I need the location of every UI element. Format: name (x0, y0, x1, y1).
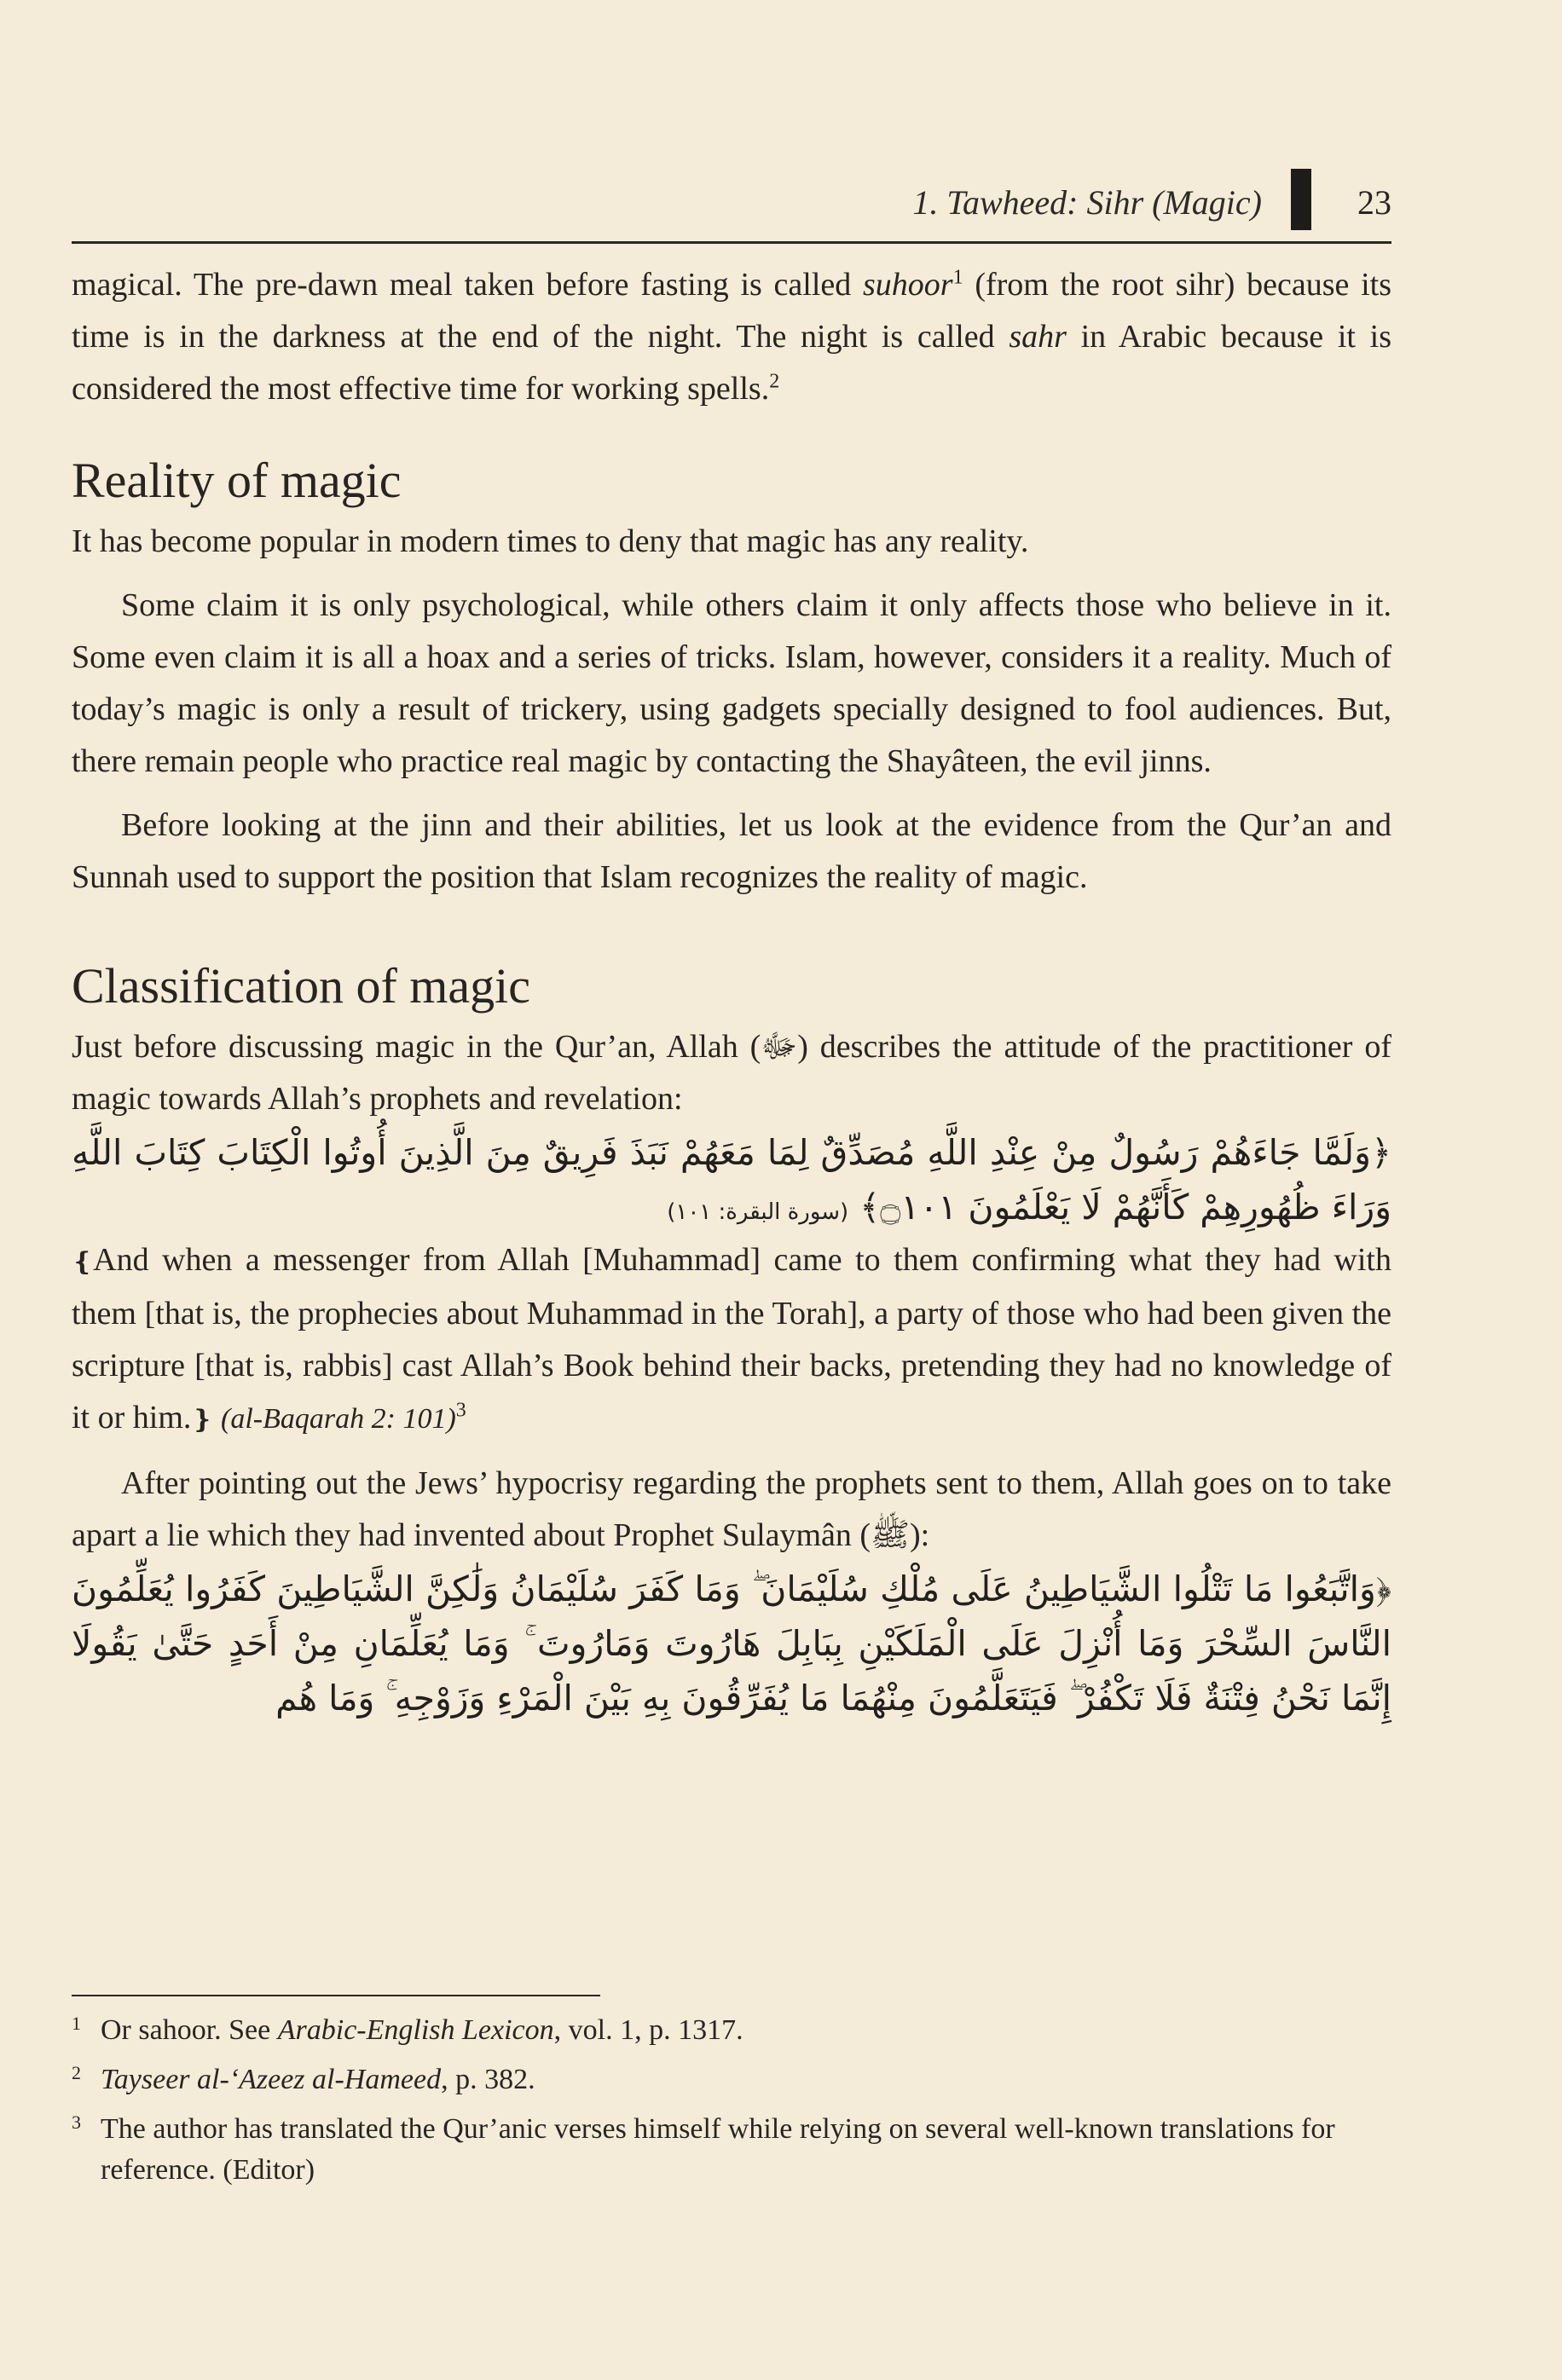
paragraph: Some claim it is only psychological, while others claim it only affects those who believe in it. Some even claim it is all a hoax and a series of tricks. Islam, however, considers it a reality. Much of today’s magic is only a result of trickery, using gadgets specially designed to fool audiences. But, there remain people who practice real magic by contacting the Shayâteen, the evil jinns. (72, 587, 1391, 779)
arabic-verse-2: ﴿وَاتَّبَعُوا مَا تَتْلُوا الشَّيَاطِينُ عَلَى مُلْكِ سُلَيْمَانَ ۖ وَمَا كَفَرَ سُلَيْمَانُ وَلَٰكِنَّ الشَّيَاطِينَ كَفَرُوا يُعَلِّمُونَ النَّاسَ السِّحْرَ وَمَا أُنْزِلَ عَلَى الْمَلَكَيْنِ بِبَابِلَ هَارُوتَ وَمَارُوتَ ۚ وَمَا يُعَلِّمَانِ مِنْ أَحَدٍ حَتَّىٰ يَقُولَا إِنَّمَا نَحْنُ فِتْنَةٌ فَلَا تَكْفُرْ ۖ فَيَتَعَلَّمُونَ مِنْهُمَا مَا يُفَرِّقُونَ بِهِ بَيْنَ الْمَرْءِ وَزَوْجِهِ ۚ وَمَا هُم (72, 1568, 1391, 1719)
running-header (72, 169, 1391, 228)
footnote-ref-3: 3 (455, 1399, 466, 1422)
footnote-rule (72, 1995, 600, 1996)
footnote-ref-2: 2 (769, 370, 780, 393)
paragraph: Just before discussing magic in the Qur’an, Allah (ﷻ) describes the attitude of the practitioner of magic towards Allah’s prophets and revelation: (72, 1029, 1391, 1117)
open-bracket-ornament: ❴ (72, 1247, 94, 1277)
running-title: 1. Tawheed: Sihr (Magic) (912, 183, 1262, 222)
page-body (72, 259, 1391, 1725)
intro-paragraph: magical. The pre-dawn meal taken before fasting is called suhoor$^1$ (from the root sihr) because its time is in the darkness at the end of the night. The night is called sahr in Arabic because it is considered the most effective time for working spells.$^2$ (72, 266, 1392, 407)
term-suhoor: suhoor (863, 267, 953, 303)
page-number: 23 (1357, 183, 1391, 222)
section-heading-reality: Reality of magic (72, 453, 402, 508)
paragraph: Before looking at the jinn and their abilities, let us look at the evidence from the Qur’an and Sunnah used to support the position that Islam recognizes the reality of magic. (72, 807, 1391, 895)
footnote-ref-1: 1 (952, 266, 963, 289)
paragraph: After pointing out the Jews’ hypocrisy regarding the prophets sent to them, Allah goes on to take apart a lie which they had invented about Prophet Sulaymân (ﷺ): (72, 1465, 1391, 1553)
footnote: 1 Or sahoor. See Arabic-English Lexicon, vol. 1, p. 1317. (72, 2010, 1391, 2051)
footnote: 3 The author has translated the Qur’anic verses himself while relying on several well-known translations for reference. (Editor) (72, 2109, 1391, 2191)
footnote: 2 Tayseer al-‘Azeez al-Hameed, p. 382. (72, 2059, 1391, 2100)
header-bar-ornament (1291, 169, 1311, 230)
footnote-number: 1 (72, 2013, 81, 2034)
arabic-verse-reference: (سورة البقرة: ١٠١) (667, 1199, 849, 1225)
footnote-number: 3 (72, 2111, 81, 2133)
paragraph: It has become popular in modern times to deny that magic has any reality. (72, 523, 1029, 559)
footnote-number: 2 (72, 2062, 81, 2083)
close-bracket-ornament: ❵ (191, 1405, 213, 1435)
footnotes (72, 2010, 1391, 2199)
arabic-verse-1: ﴿وَلَمَّا جَاءَهُمْ رَسُولٌ مِنْ عِنْدِ اللَّهِ مُصَدِّقٌ لِمَا مَعَهُمْ نَبَذَ فَرِيقٌ مِنَ الَّذِينَ أُوتُوا الْكِتَابَ كِتَابَ اللَّهِ وَرَاءَ ظُهُورِهِمْ كَأَنَّهُمْ لَا يَعْلَمُونَ ۝١٠١﴾ (سورة البقرة: ١٠١) (72, 1132, 1391, 1228)
section-heading-classification: Classification of magic (72, 958, 530, 1014)
header-rule (72, 241, 1391, 244)
term-sahr: sahr (1009, 319, 1067, 355)
verse-translation: ❴And when a messenger from Allah [Muhammad] came to them confirming what they had with them [that is, the prophecies about Muhammad in the Torah], a party of those who had been given the scripture [that is, rabbis] cast Allah’s Book behind their backs, pretending they had no knowledge of it or him.❵ (al-Baqarah 2: 101)$^3$ (72, 1242, 1391, 1436)
verse-citation: (al-Baqarah 2: 101) (221, 1403, 456, 1435)
